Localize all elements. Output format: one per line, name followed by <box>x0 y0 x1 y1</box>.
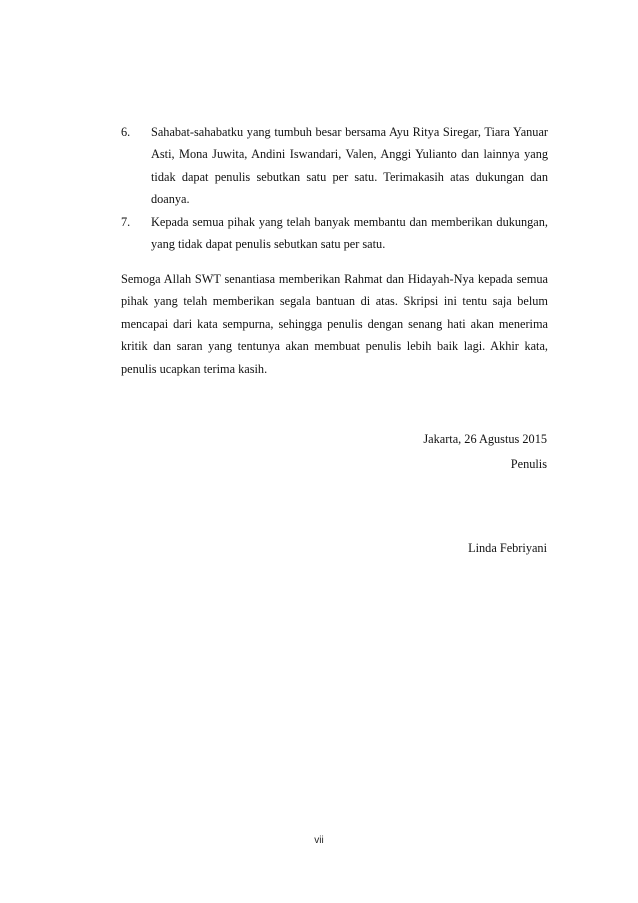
list-item-number: 6. <box>121 125 131 139</box>
list-item-text: Kepada semua pihak yang telah banyak membantu dan memberikan dukungan, yang tidak dapat penulis sebutkan satu per satu. <box>151 214 548 252</box>
signature-role: Penulis <box>510 457 547 471</box>
list-item <box>121 211 548 256</box>
acknowledgement-list <box>121 121 548 255</box>
list-item <box>121 121 548 211</box>
closing-paragraph: Semoga Allah SWT senantiasa memberikan Rahmat dan Hidayah-Nya kepada semua pihak yang telah memberikan segala bantuan di atas. Skripsi ini tentu saja belum mencapai dari kata sempurna, sehingga penulis dengan senang hati akan menerima kritik dan saran yang tentunya akan membuat penulis lebih baik lagi. Akhir kata, penulis ucapkan terima kasih. <box>121 272 548 376</box>
list-item-text: Sahabat-sahabatku yang tumbuh besar bersama Ayu Ritya Siregar, Tiara Yanuar Asti, Mona Juwita, Andini Iswandari, Valen, Anggi Yulianto dan lainnya yang tidak dapat penulis sebutkan satu per satu. Terimakasih atas dukungan dan doanya. <box>151 125 548 207</box>
list-item-number: 7. <box>121 214 131 229</box>
signature-place-date: Jakarta, 26 Agustus 2015 <box>423 432 547 446</box>
page-number: vii <box>314 835 324 846</box>
signature-name: Linda Febriyani <box>468 541 547 555</box>
